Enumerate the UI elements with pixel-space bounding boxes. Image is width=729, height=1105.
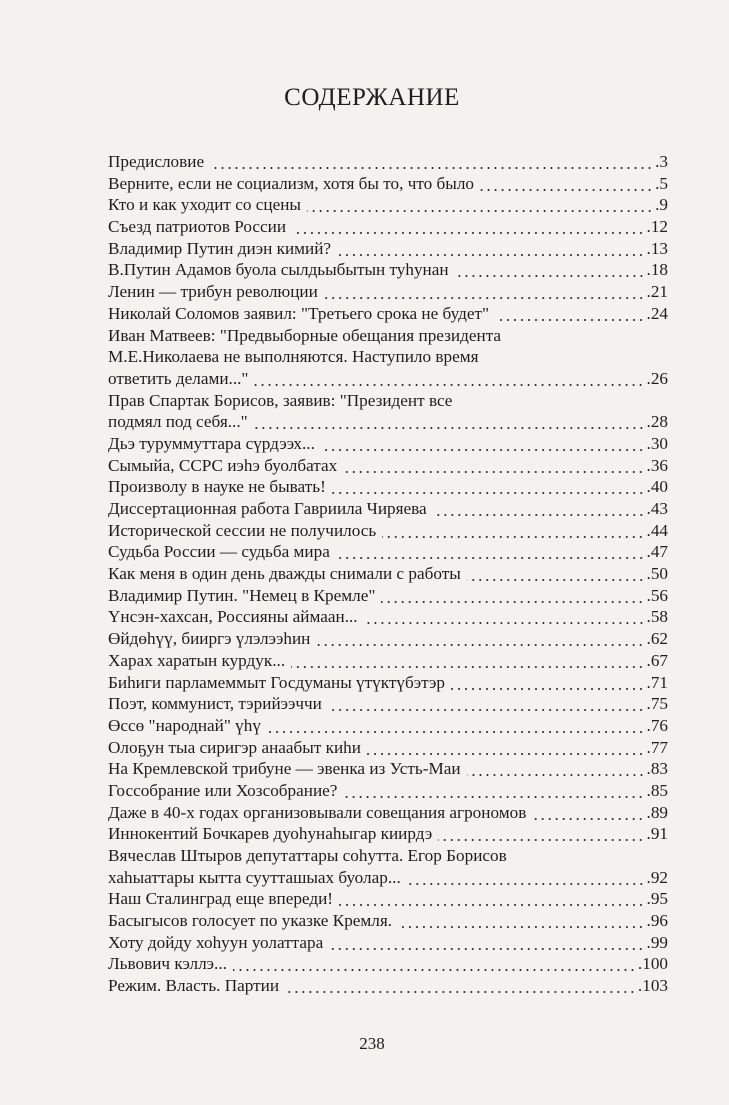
toc-entry-page: .85: [646, 780, 668, 800]
dot-leader: [455, 259, 645, 281]
toc-entry-line: [108, 498, 668, 520]
toc-entry: [108, 433, 668, 455]
toc-entry: [108, 932, 668, 954]
toc-entry-line: [108, 476, 668, 498]
toc-entry-title: Съезд патриотов России: [108, 217, 287, 237]
toc-entry-title: хаһыаттары кытта суутташыах буолар...: [108, 867, 401, 887]
toc-entry-title: Даже в 40-х годах организовывали совещания агрономов: [108, 802, 527, 822]
dot-leader: [451, 672, 645, 694]
toc-entry: [108, 650, 668, 672]
toc-entry-title: М.Е.Николаева не выполняются. Наступило время: [108, 347, 479, 367]
toc-entry-title: Владимир Путин. "Немец в Кремле": [108, 585, 376, 605]
toc-entry-line: [108, 888, 668, 910]
toc-entry-title: Режим. Власть. Партии: [108, 976, 280, 996]
toc-entry-title: Хоту дойду хоһуун уолаттара: [108, 932, 324, 952]
toc-entry-title: Николай Соломов заявил: "Третьего срока не будет": [108, 303, 490, 323]
toc-entry-title: Исторической сессии не получилось: [108, 520, 377, 540]
toc-entry-title: Харах харатын курдук...: [108, 650, 286, 670]
toc-entry-title: Как меня в один день дважды снимали с работы: [108, 564, 461, 584]
toc-entry-line: [108, 650, 668, 672]
dot-leader: [343, 455, 644, 477]
toc-entry-title: Өйдөһүү, бииргэ үлэлээһин: [108, 629, 311, 649]
toc-entry-title: Прав Спартак Борисов, заявив: "Президент все: [108, 390, 453, 410]
toc-entry-page: .92: [646, 867, 668, 887]
toc-entry: [108, 216, 668, 238]
toc-entry-title: В.Путин Адамов буола сылдьыбытын туһунан: [108, 260, 449, 280]
dot-leader: [332, 476, 645, 498]
dot-leader: [339, 888, 645, 910]
toc-entry-title: Иван Матвеев: "Предвыборные обещания президента: [108, 325, 502, 345]
toc-entry-page: .26: [646, 368, 668, 388]
toc-entry-title: Басыгысов голосует по указке Кремля.: [108, 911, 393, 931]
toc-entry-line: [108, 194, 668, 216]
toc-entry-page: .56: [646, 585, 668, 605]
toc-entry: [108, 238, 668, 260]
toc-entry-page: .24: [646, 303, 668, 323]
toc-entry-line: [108, 975, 668, 997]
toc-entry-line: [108, 910, 668, 932]
toc-entry-page: .44: [646, 520, 668, 540]
toc-entry-page: .67: [646, 650, 668, 670]
toc-entry: [108, 693, 668, 715]
dot-leader: [329, 932, 644, 954]
toc-entry-title: Судьба России — судьба мира: [108, 542, 330, 562]
toc-entry: [108, 476, 668, 498]
toc-entry-title: Диссертационная работа Гавриила Чиряева: [108, 499, 427, 518]
toc-entry-title: Львович кэллэ...: [108, 954, 227, 974]
toc-entry: [108, 498, 668, 520]
toc-entry-line: [108, 151, 668, 173]
toc-entry: [108, 888, 668, 910]
toc-entry-page: .96: [646, 911, 668, 931]
dot-leader: [433, 498, 645, 520]
toc-entry-title: На Кремлевской трибуне — эвенка из Усть-Маи: [108, 759, 461, 779]
toc-entry-page: .99: [646, 932, 668, 952]
toc-entry-line: [108, 433, 668, 455]
toc-entry-page: .58: [646, 607, 668, 627]
dot-leader: [291, 650, 644, 672]
toc-entry-page: .21: [646, 282, 668, 302]
toc-entry-line: [108, 238, 668, 260]
toc-entry: [108, 758, 668, 780]
toc-entry-title: подмял под себя...": [108, 412, 248, 432]
toc-entry-page: .103: [637, 976, 668, 996]
toc-entry-page: .36: [646, 455, 668, 475]
toc-entry-line: [108, 845, 668, 867]
toc-entry-page: .18: [646, 260, 668, 280]
dot-leader: [210, 151, 653, 173]
toc-entry: [108, 541, 668, 563]
toc-entry-title: Биһиги парламеммыт Госдуманы үтүктүбэтэр: [108, 672, 445, 692]
toc-entry-page: .91: [646, 824, 668, 844]
toc-entry-page: .12: [646, 217, 668, 237]
toc-entry: [108, 281, 668, 303]
toc-entry-title: Кто и как уходит со сцены: [108, 195, 301, 215]
toc-entry-line: [108, 693, 668, 715]
toc-entry-page: .75: [646, 694, 668, 714]
toc-entry-page: .77: [646, 737, 668, 757]
toc-entry-title: Верните, если не социализм, хотя бы то, что было: [108, 173, 475, 193]
toc-entry-title: Поэт, коммунист, тэрийээччи: [108, 694, 322, 714]
toc-entry-line: [108, 368, 668, 390]
toc-entry-line: [108, 953, 668, 975]
toc-entry-line: [108, 563, 668, 585]
dot-leader: [267, 715, 645, 737]
dot-leader: [316, 628, 644, 650]
toc-entry: [108, 173, 668, 195]
toc-entry-line: [108, 715, 668, 737]
dot-leader: [254, 411, 645, 433]
toc-entry: [108, 151, 668, 173]
toc-entry-title: Иннокентий Бочкарев дуоһунаһыгар киирдэ: [108, 824, 433, 844]
toc-entry-page: .100: [637, 954, 668, 974]
toc-entry-line: [108, 628, 668, 650]
dot-leader: [532, 802, 644, 824]
toc-entry-line: [108, 390, 668, 412]
toc-entry: [108, 390, 668, 433]
dot-leader: [398, 910, 644, 932]
toc-entry-page: .62: [646, 629, 668, 649]
toc-entry-page: .9: [655, 195, 668, 215]
toc-entry-line: [108, 346, 668, 368]
toc-entry-page: .5: [655, 173, 668, 193]
toc-entry: [108, 672, 668, 694]
toc-entry-title: Госсобрание или Хозсобрание?: [108, 780, 338, 800]
dot-leader: [328, 693, 645, 715]
toc-entry: [108, 628, 668, 650]
toc-entry: [108, 823, 668, 845]
toc-entry-page: .95: [646, 889, 668, 909]
dot-leader: [467, 758, 645, 780]
toc-entry-page: .71: [646, 672, 668, 692]
toc-entry-line: [108, 520, 668, 542]
toc-entry-page: .28: [646, 412, 668, 432]
toc-entry-title: Сымыйа, ССРС иэһэ буолбатах: [108, 455, 338, 475]
toc-entry-page: .3: [655, 152, 668, 171]
dot-leader: [233, 953, 636, 975]
toc-entry: [108, 585, 668, 607]
toc-entry-line: [108, 606, 668, 628]
dot-leader: [292, 216, 644, 238]
toc-entry: [108, 303, 668, 325]
toc-entry-title: Дьэ туруммуттара сүрдээх...: [108, 433, 315, 453]
dot-leader: [321, 433, 645, 455]
toc-entry-title: Олоҕун тыа сиригэр анаабыт киһи: [108, 737, 361, 757]
toc-entry-line: [108, 758, 668, 780]
toc-entry: [108, 455, 668, 477]
toc-entry: [108, 606, 668, 628]
toc-entry-line: [108, 281, 668, 303]
toc-entry-line: [108, 411, 668, 433]
toc-entry: [108, 975, 668, 997]
toc-entry: [108, 194, 668, 216]
toc-entry-title: ответить делами...": [108, 368, 249, 388]
dot-leader: [467, 563, 645, 585]
toc-entry-title: Ленин — трибун революции: [108, 282, 318, 302]
dot-leader: [367, 737, 645, 759]
toc-entry-page: .13: [646, 238, 668, 258]
toc-entry-title: Произволу в науке не бывать!: [108, 477, 326, 497]
dot-leader: [407, 867, 645, 889]
toc-entry-title: Үнсэн-хахсан, Россияны аймаан...: [108, 607, 358, 627]
toc-entry-page: .76: [646, 715, 668, 735]
toc-entry: [108, 737, 668, 759]
toc-entry-page: .83: [646, 759, 668, 779]
toc-entry-line: [108, 867, 668, 889]
toc-entry-line: [108, 216, 668, 238]
toc-entry: [108, 715, 668, 737]
page-number: 238: [359, 1034, 385, 1053]
toc-entry-page: .47: [646, 542, 668, 562]
dot-leader: [495, 303, 644, 325]
dot-leader: [480, 173, 653, 195]
dot-leader: [438, 823, 644, 845]
toc-entry-line: [108, 802, 668, 824]
toc-entry-title: Владимир Путин диэн кимий?: [108, 238, 332, 258]
dot-leader: [336, 541, 645, 563]
toc-entry-line: [108, 585, 668, 607]
toc-entry-page: .43: [646, 499, 668, 518]
toc-entry: [108, 563, 668, 585]
toc-entry-page: .40: [646, 477, 668, 497]
dot-leader: [307, 194, 653, 216]
toc-entry: [108, 845, 668, 888]
toc-entry: [108, 780, 668, 802]
dot-leader: [254, 368, 644, 390]
dot-leader: [285, 975, 636, 997]
dot-leader: [337, 238, 644, 260]
dot-leader: [382, 520, 644, 542]
toc-entry-page: .30: [646, 433, 668, 453]
toc-entry-page: .50: [646, 564, 668, 584]
toc-entry: [108, 259, 668, 281]
toc-entry-line: [108, 823, 668, 845]
toc-entry-line: [108, 325, 668, 347]
toc-entry: [108, 910, 668, 932]
toc-entry-line: [108, 737, 668, 759]
toc-entry-line: [108, 932, 668, 954]
page-title: СОДЕРЖАНИЕ: [284, 84, 460, 111]
toc-entry-line: [108, 541, 668, 563]
dot-leader: [343, 780, 644, 802]
toc-entry-title: Предисловие: [108, 152, 205, 171]
toc-entry-line: [108, 455, 668, 477]
toc-entry: [108, 520, 668, 542]
toc-entry-line: [108, 259, 668, 281]
table-of-contents: [108, 151, 668, 997]
toc-entry-line: [108, 173, 668, 195]
dot-leader: [381, 585, 644, 607]
toc-entry-line: [108, 672, 668, 694]
toc-entry: [108, 325, 668, 390]
toc-entry-title: Вячеслав Штыров депутаттары соһутта. Егор Борисов: [108, 846, 507, 865]
dot-leader: [364, 606, 645, 628]
toc-entry: [108, 953, 668, 975]
toc-entry-page: .89: [646, 802, 668, 822]
toc-entry-line: [108, 303, 668, 325]
toc-entry-title: Наш Сталинград еще впереди!: [108, 889, 333, 909]
toc-entry-line: [108, 780, 668, 802]
toc-entry-title: Өссө "народнай" үһү: [108, 715, 261, 735]
toc-entry: [108, 802, 668, 824]
dot-leader: [324, 281, 645, 303]
